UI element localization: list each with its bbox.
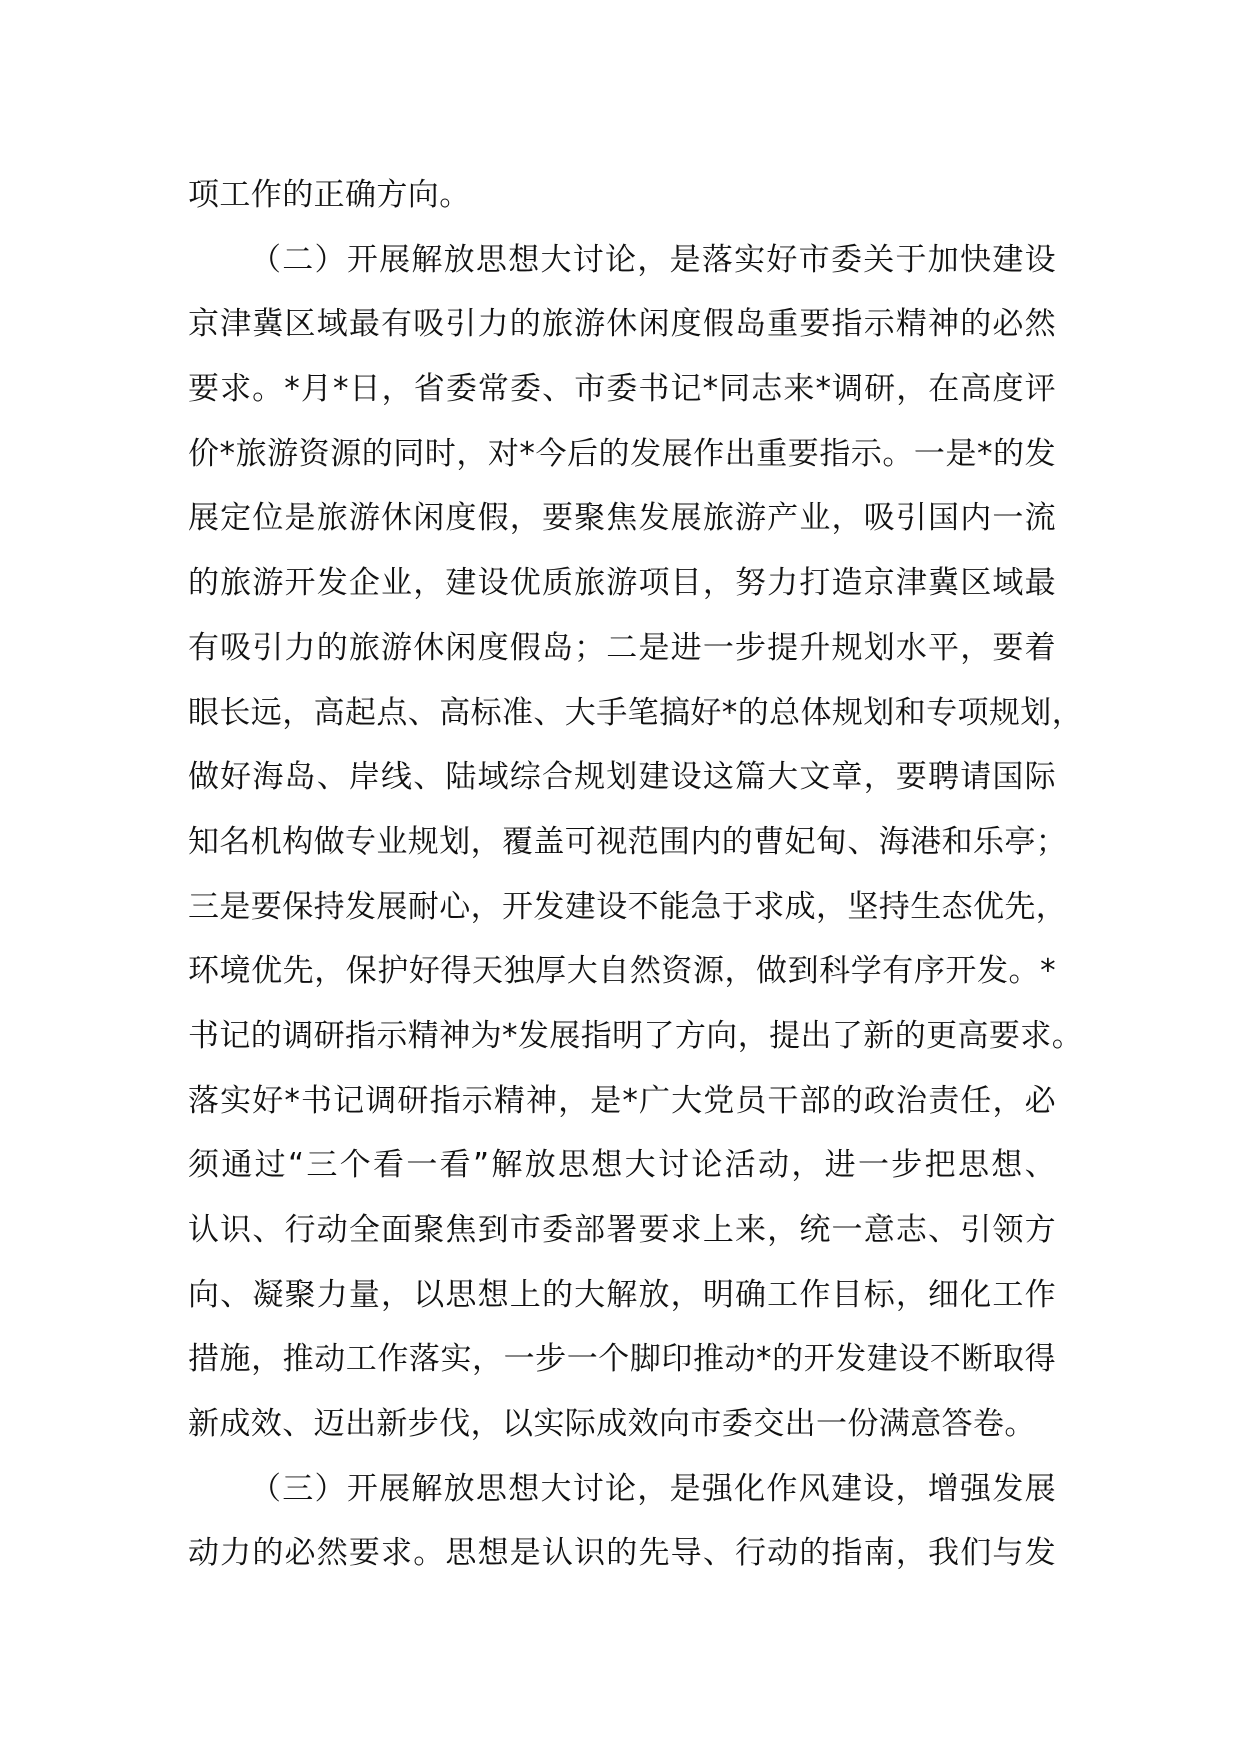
text-line: （三）开展解放思想大讨论，是强化作风建设，增强发展 bbox=[250, 1470, 1056, 1507]
text-line: 要求。*月*日，省委常委、市委书记*同志来*调研，在高度评 bbox=[188, 371, 1056, 408]
text-line: 眼长远，高起点、高标准、大手笔搞好*的总体规划和专项规划， bbox=[188, 694, 1084, 731]
text-line: 展定位是旅游休闲度假，要聚焦发展旅游产业，吸引国内一流 bbox=[188, 500, 1056, 537]
text-line: 做好海岛、岸线、陆域综合规划建设这篇大文章，要聘请国际 bbox=[188, 759, 1056, 796]
text-line: 认识、行动全面聚焦到市委部署要求上来，统一意志、引领方 bbox=[188, 1212, 1056, 1248]
text-line: （二）开展解放思想大讨论，是落实好市委关于加快建设 bbox=[250, 241, 1056, 278]
text-line: 落实好*书记调研指示精神，是*广大党员干部的政治责任，必 bbox=[188, 1082, 1056, 1119]
text-line: 措施，推动工作落实，一步一个脚印推动*的开发建设不断取得 bbox=[188, 1341, 1056, 1378]
text-line: 知名机构做专业规划，覆盖可视范围内的曹妃甸、海港和乐亭； bbox=[188, 823, 1068, 860]
text-line: 价*旅游资源的同时，对*今后的发展作出重要指示。一是*的发 bbox=[188, 435, 1056, 472]
text-line: 向、凝聚力量，以思想上的大解放，明确工作目标，细化工作 bbox=[188, 1276, 1056, 1313]
text-line: 有吸引力的旅游休闲度假岛；二是进一步提升规划水平，要着 bbox=[188, 629, 1056, 666]
text-line: 三是要保持发展耐心，开发建设不能急于求成，坚持生态优先， bbox=[188, 888, 1068, 925]
text-line: 环境优先，保护好得天独厚大自然资源，做到科学有序开发。* bbox=[188, 953, 1056, 990]
text-line: 动力的必然要求。思想是认识的先导、行动的指南，我们与发 bbox=[188, 1535, 1056, 1572]
text-line: 项工作的正确方向。 bbox=[188, 177, 471, 213]
text-line: 京津冀区域最有吸引力的旅游休闲度假岛重要指示精神的必然 bbox=[188, 306, 1056, 343]
text-line: 的旅游开发企业，建设优质旅游项目，努力打造京津冀区域最 bbox=[188, 565, 1056, 602]
body-text bbox=[188, 163, 1084, 1586]
text-line: 新成效、迈出新步伐，以实际成效向市委交出一份满意答卷。 bbox=[188, 1406, 1036, 1443]
text-line: 书记的调研指示精神为*发展指明了方向，提出了新的更高要求。 bbox=[188, 1017, 1084, 1054]
text-line: 须通过“三个看一看”解放思想大讨论活动，进一步把思想、 bbox=[188, 1147, 1056, 1184]
